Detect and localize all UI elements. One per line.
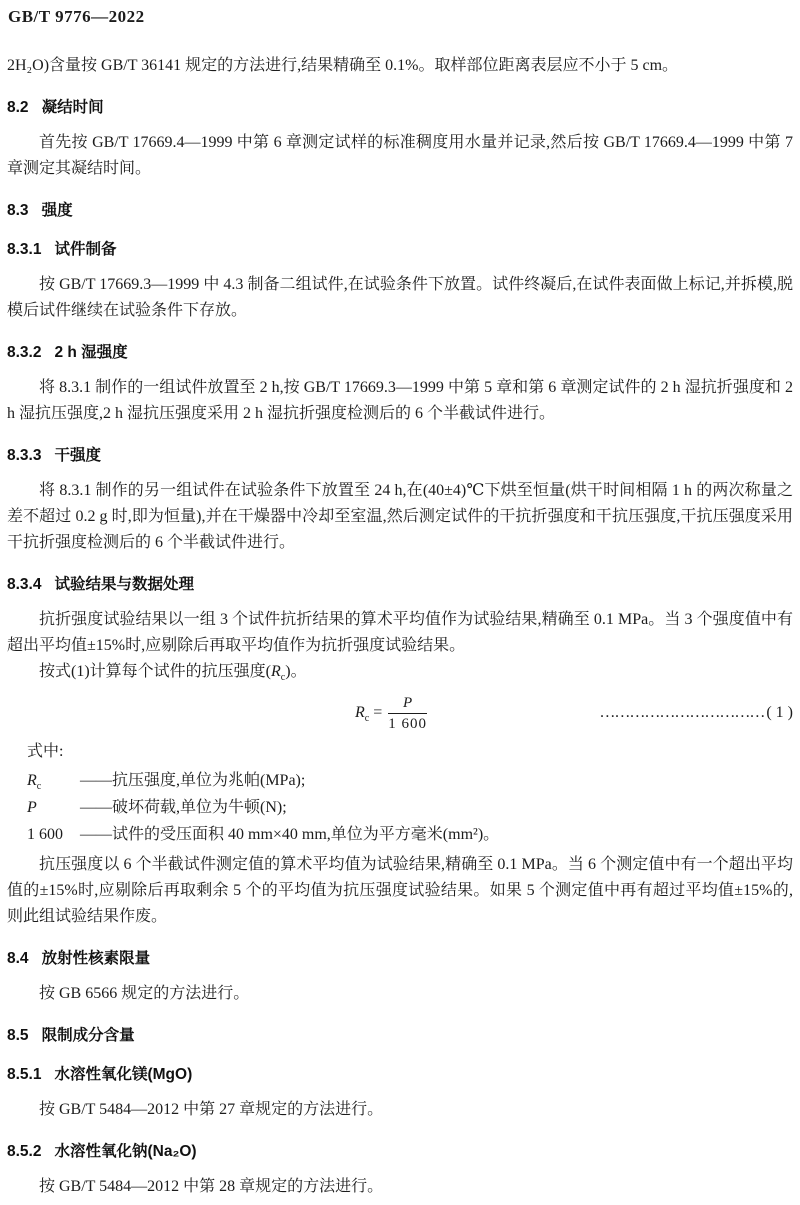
section-title: 水溶性氧化镁(MgO) <box>54 1066 193 1083</box>
fraction-denominator: 1 600 <box>388 715 428 732</box>
section-heading-8-3 <box>7 200 793 221</box>
running-header: GB/T 9776—2022 <box>8 7 145 26</box>
section-number: 8.3 <box>7 202 29 219</box>
formula-intro-text: 按式(1)计算每个试件的抗压强度( <box>39 663 271 680</box>
section-number: 8.3.4 <box>7 576 42 593</box>
section-title: 强度 <box>41 202 73 219</box>
paragraph-8-2: 首先按 GB/T 17669.4—1999 中第 6 章测定试样的标准稠度用水量并记录,然后按 GB/T 17669.4—1999 中第 7 章测定其凝结时间。 <box>7 134 793 177</box>
section-title: 水溶性氧化钠(Na₂O) <box>54 1143 197 1160</box>
equals-sign: = <box>373 704 383 721</box>
symbol-letter: P <box>27 799 37 816</box>
section-number: 8.4 <box>7 950 29 967</box>
section-heading-8-3-4 <box>7 574 793 595</box>
variable-rc: R <box>355 704 365 721</box>
section-heading-8-5-2 <box>7 1141 793 1162</box>
section-number: 8.3.1 <box>7 241 42 258</box>
symbol-subscript: c <box>36 781 42 793</box>
paragraph-8-3-3: 将 8.3.1 制作的另一组试件在试验条件下放置至 24 h,在(40±4)℃下烘至恒量(烘干时间相隔 1 h 的两次称量之差不超过 0.2 g 时,即为恒量),并在干燥器中冷却至室温,然后测定试件的干抗折强度和干抗压强度,干抗压强度采用干抗折强度检测后的 6 个半截试件进行。 <box>7 482 793 551</box>
symbol-definition-p <box>27 794 793 821</box>
variable-rc-subscript: c <box>364 713 370 725</box>
section-title: 试件制备 <box>54 241 117 258</box>
formula-lhs <box>355 704 370 725</box>
symbol <box>27 794 80 821</box>
section-heading-8-3-3 <box>7 445 793 466</box>
section-heading-8-2 <box>7 97 793 118</box>
paragraph-8-4: 按 GB 6566 规定的方法进行。 <box>39 985 250 1002</box>
section-title: 2 h 湿强度 <box>54 344 128 361</box>
symbol-description: ——试件的受压面积 40 mm×40 mm,单位为平方毫米(mm²)。 <box>80 826 500 843</box>
symbol-definition-1600 <box>27 821 793 848</box>
section-title: 试验结果与数据处理 <box>54 576 194 593</box>
symbol-definition-rc <box>27 767 793 794</box>
section-title: 限制成分含量 <box>41 1027 135 1044</box>
paragraph-8-3-4-results: 抗折强度试验结果以一组 3 个试件抗折结果的算术平均值作为试验结果,精确至 0.1 MPa。当 3 个强度值中有超出平均值±15%时,应剔除后再取平均值作为抗折强度试验结果。 <box>7 611 793 654</box>
formula-intro-text-end: )。 <box>285 663 307 680</box>
paragraph-8-3-4-compressive: 抗压强度以 6 个半截试件测定值的算术平均值为试验结果,精确至 0.1 MPa。当 6 个测定值中有一个超出平均值的±15%时,应剔除后再取剩余 5 个的平均值为抗压强度试验结果。如果 5 个测定值中再有超过平均值±15%的,则此组试验结果作废。 <box>7 856 793 925</box>
section-title: 干强度 <box>54 447 101 464</box>
paragraph-8-3-4-formula-intro <box>7 659 793 685</box>
paragraph-8-5-2: 按 GB/T 5484—2012 中第 28 章规定的方法进行。 <box>39 1178 384 1195</box>
fraction-numerator: P <box>388 694 427 714</box>
dotted-leader: …………………………… <box>599 704 765 721</box>
symbol-letter: R <box>27 772 37 789</box>
variable-rc: R <box>271 663 281 680</box>
section-heading-8-5 <box>7 1025 793 1046</box>
paragraph-8-3-2: 将 8.3.1 制作的一组试件放置至 2 h,按 GB/T 17669.3—1999 中第 5 章和第 6 章测定试件的 2 h 湿抗折强度和 2 h 湿抗压强度,2 h 湿抗压强度采用 2 h 湿抗折强度检测后的 6 个半截试件进行。 <box>7 379 793 422</box>
symbol-description: ——抗压强度,单位为兆帕(MPa); <box>80 772 306 789</box>
variable-rc-subscript: c <box>280 672 286 684</box>
where-label: 式中: <box>27 743 64 760</box>
section-title: 凝结时间 <box>41 99 104 116</box>
paragraph-8-5-1: 按 GB/T 5484—2012 中第 27 章规定的方法进行。 <box>39 1101 384 1118</box>
section-number: 8.3.3 <box>7 447 42 464</box>
section-number: 8.3.2 <box>7 344 42 361</box>
section-title: 放射性核素限量 <box>41 950 151 967</box>
section-heading-8-3-1 <box>7 239 793 260</box>
symbol <box>27 767 80 794</box>
equation-number: ( 1 ) <box>766 704 793 721</box>
symbol-definitions <box>7 739 793 848</box>
section-number: 8.5.2 <box>7 1143 42 1160</box>
fraction <box>388 694 427 733</box>
paragraph-8-3-1: 按 GB/T 17669.3—1999 中 4.3 制备二组试件,在试验条件下放置。试件终凝后,在试件表面做上标记,并拆模,脱模后试件继续在试验条件下存放。 <box>7 276 793 319</box>
section-number: 8.2 <box>7 99 29 116</box>
symbol <box>27 821 80 848</box>
section-heading-8-3-2 <box>7 342 793 363</box>
section-number: 8.5.1 <box>7 1066 42 1083</box>
section-heading-8-4 <box>7 948 793 969</box>
section-number: 8.5 <box>7 1027 29 1044</box>
continuation-paragraph: 2H₂O)含量按 GB/T 36141 规定的方法进行,结果精确至 0.1%。取样部位距离表层应不小于 5 cm。 <box>7 57 679 74</box>
equation-1 <box>7 691 793 735</box>
symbol-number: 1 600 <box>27 826 63 843</box>
section-heading-8-5-1 <box>7 1064 793 1085</box>
symbol-description: ——破坏荷载,单位为牛顿(N); <box>80 799 287 816</box>
